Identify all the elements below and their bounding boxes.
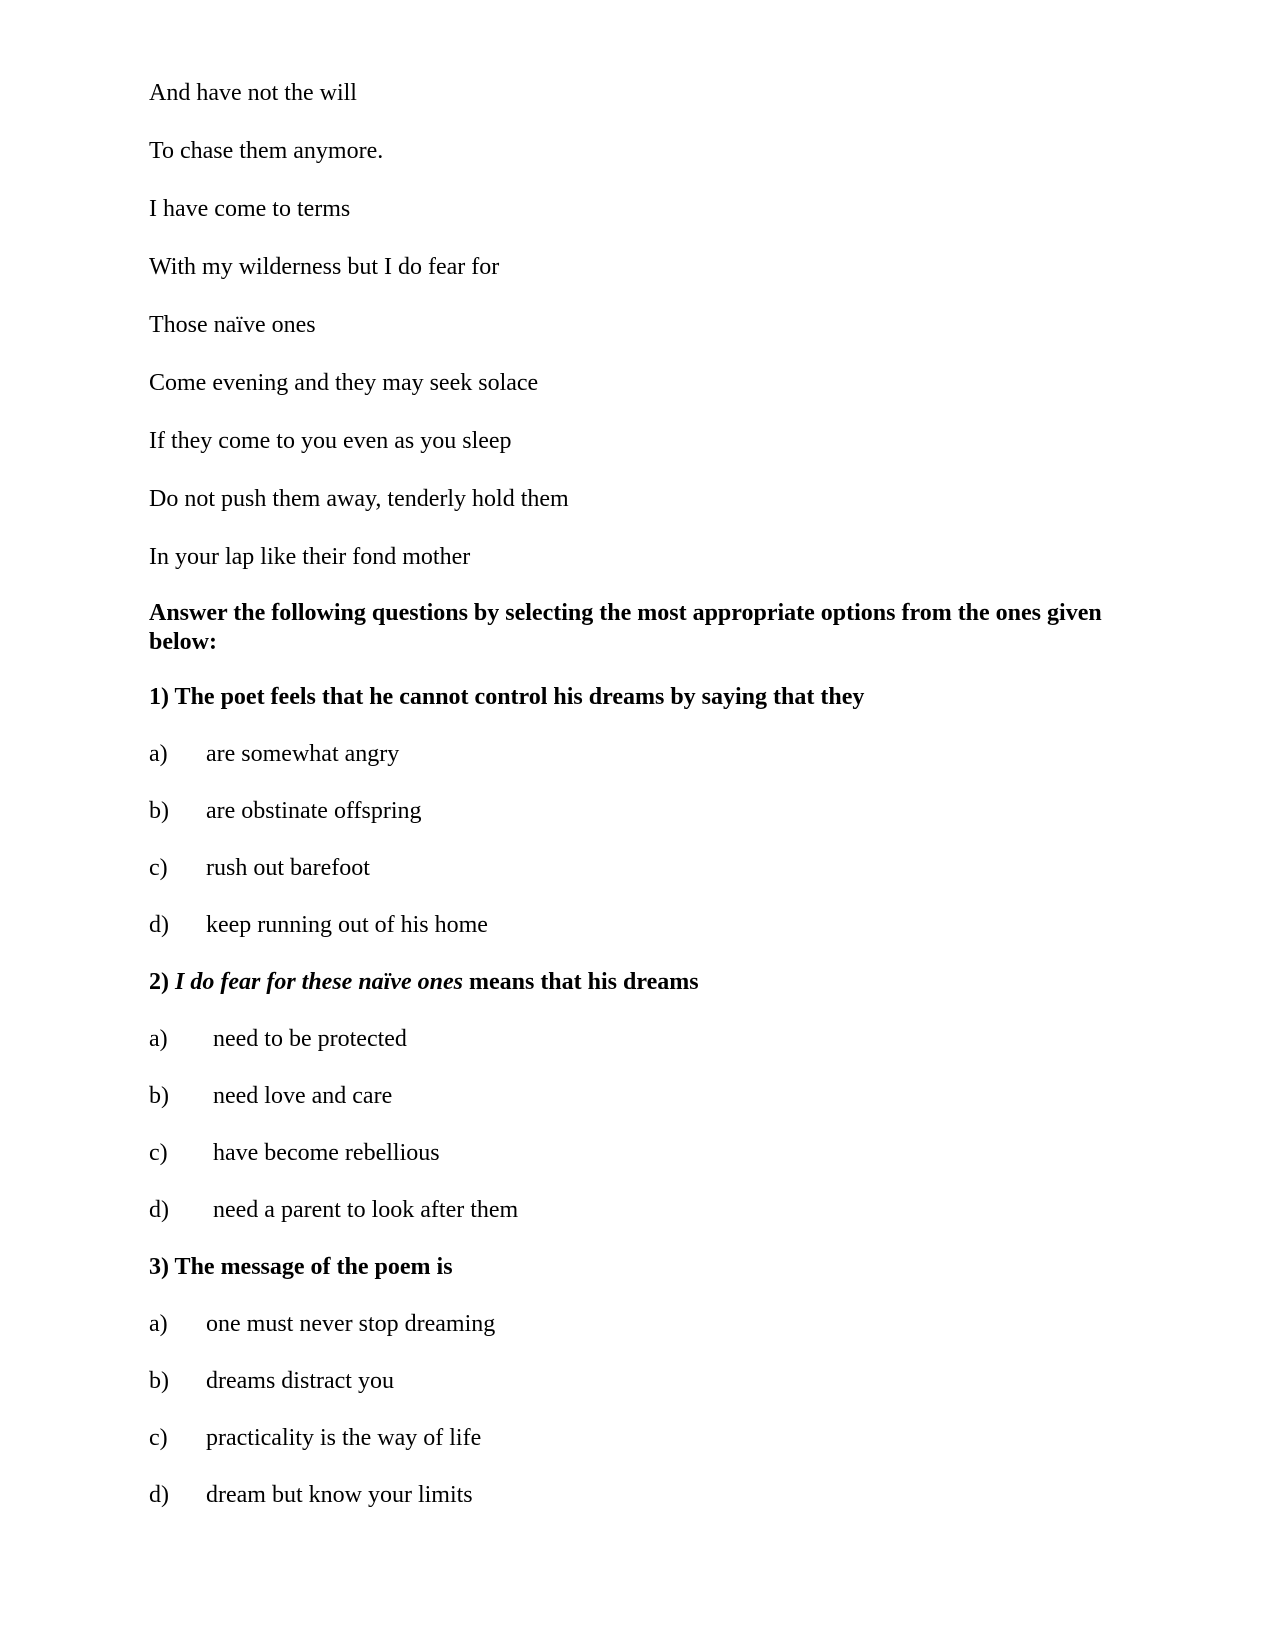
option-1c [149,853,1109,883]
question-block-1 [149,682,1109,940]
option-letter: a) [149,1026,168,1052]
poem [149,78,1109,572]
poem-line: If they come to you even as you sleep [149,428,512,454]
option-1d [149,910,1109,940]
option-1a [149,739,1109,769]
option-text: need a parent to look after them [213,1197,519,1223]
option-text: keep running out of his home [206,912,488,938]
poem-line: With my wilderness but I do fear for [149,254,500,280]
question-1-text: 1) The poet feels that he cannot control his dreams by saying that they [149,684,865,710]
question-3-text: 3) The message of the poem is [149,1254,453,1280]
question-2-suffix: means that his dreams [462,969,699,995]
option-letter: a) [149,741,168,767]
option-3d [149,1480,1109,1510]
poem-line: I have come to terms [149,196,351,222]
option-text: are somewhat angry [206,741,400,767]
option-2d [149,1195,1109,1225]
option-3b [149,1366,1109,1396]
option-3a [149,1309,1109,1339]
option-letter: b) [149,1368,169,1394]
option-letter: d) [149,912,169,938]
option-letter: c) [149,1140,168,1166]
option-text: need love and care [213,1083,393,1109]
document-page [149,78,1109,1537]
option-letter: a) [149,1311,168,1337]
option-3c [149,1423,1109,1453]
option-text: practicality is the way of life [206,1425,482,1451]
poem-line: Come evening and they may seek solace [149,370,539,396]
option-text: are obstinate offspring [206,798,422,824]
instructions: Answer the following questions by selecting the most appropriate options from the ones given below: [149,600,1102,655]
option-letter: d) [149,1197,169,1223]
option-1b [149,796,1109,826]
option-letter: b) [149,1083,169,1109]
option-letter: b) [149,798,169,824]
option-2a [149,1024,1109,1054]
poem-line: To chase them anymore. [149,138,384,164]
poem-line: And have not the will [149,80,357,106]
question-2-quote: I do fear for these naïve ones [175,969,463,995]
option-letter: c) [149,855,168,881]
poem-line: Those naïve ones [149,312,316,338]
option-2b [149,1081,1109,1111]
question-1 [149,682,1109,712]
question-2-prefix: 2) [149,969,175,995]
option-text: rush out barefoot [206,855,370,881]
option-text: dream but know your limits [206,1482,473,1508]
option-letter: d) [149,1482,169,1508]
poem-line: Do not push them away, tenderly hold them [149,486,569,512]
option-text: one must never stop dreaming [206,1311,496,1337]
option-2c [149,1138,1109,1168]
question-block-3 [149,1252,1109,1510]
question-2 [149,967,1109,997]
question-3 [149,1252,1109,1282]
poem-line: In your lap like their fond mother [149,544,471,570]
option-letter: c) [149,1425,168,1451]
option-text: need to be protected [213,1026,407,1052]
option-text: dreams distract you [206,1368,394,1394]
option-text: have become rebellious [213,1140,440,1166]
question-block-2 [149,967,1109,1225]
